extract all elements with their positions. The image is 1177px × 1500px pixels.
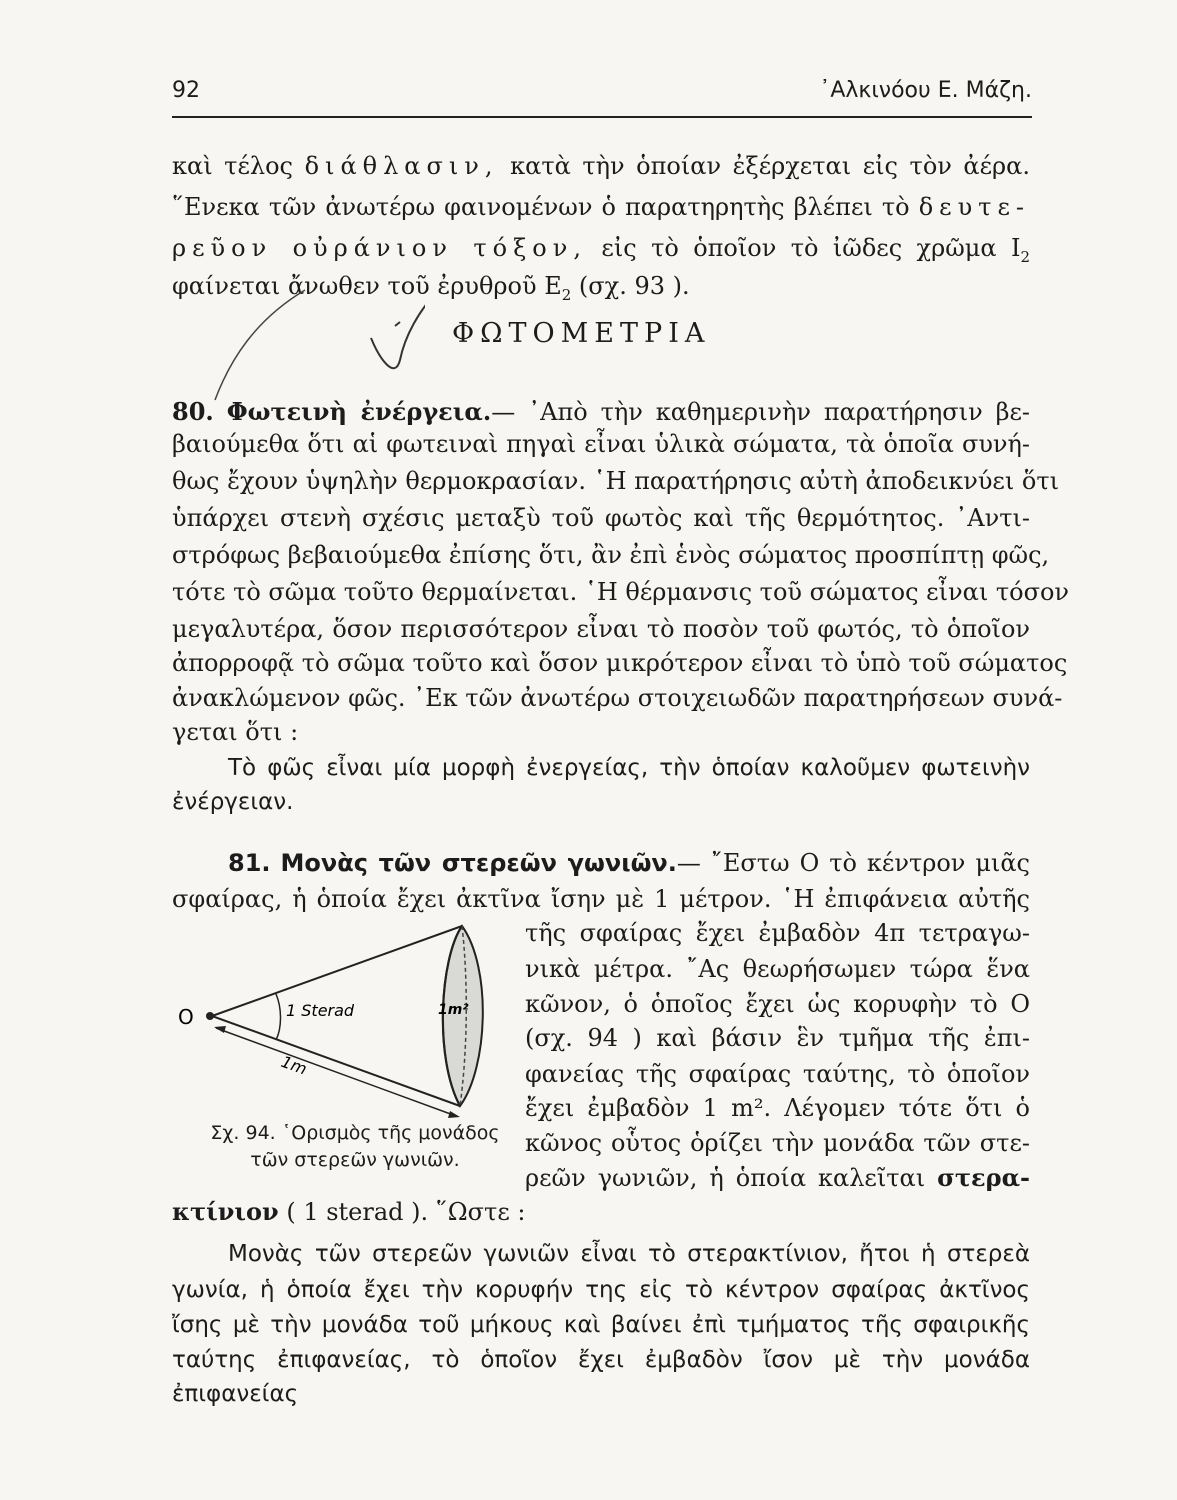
- sec81-narrow-7: κῶνος οὗτος ὁρίζει τὴν μονάδα τῶν στε-: [525, 1129, 1030, 1157]
- sec80-line-8: ἀπορροφᾷ τὸ σῶμα τοῦτο καὶ ὅσον μικρότερον εἶναι τὸ ὑπὸ τοῦ σώματος: [172, 649, 1068, 677]
- sec80-line-1: 80. Φωτεινὴ ἐνέργεια.— ᾽Απὸ τὴν καθημερινὴν παρατήρησιν βε-: [172, 397, 1030, 426]
- angle-arc: [276, 994, 281, 1040]
- definition-line-2: γωνία, ἡ ὁποία ἔχει τὴν κορυφήν της εἰς τὸ κέντρον σφαίρας ἀκτῖνος: [172, 1277, 1030, 1303]
- sec81-line-1: 81. Μονὰς τῶν στερεῶν γωνιῶν.— ῎Εστω Ο τὸ κέντρον μιᾶς: [228, 849, 1030, 877]
- sec81-line-2: σφαίρας, ἡ ὁποία ἔχει ἀκτῖνα ἴσην μὲ 1 μέτρον. ῾Η ἐπιφάνεια αὐτῆς: [172, 885, 1030, 913]
- definition-line-1: Μονὰς τῶν στερεῶν γωνιῶν εἶναι τὸ στερακτίνιον, ἤτοι ἡ στερεὰ: [228, 1241, 1030, 1267]
- header-rule: [172, 116, 1032, 118]
- sec81-narrow-4: (σχ. 94 ) καὶ βάσιν ἓν τμῆμα τῆς ἐπι-: [525, 1024, 1030, 1052]
- sec81-narrow-6: ἔχει ἐμβαδὸν 1 m². Λέγομεν τότε ὅτι ὁ: [525, 1094, 1030, 1122]
- sec81-narrow-8: ρεῶν γωνιῶν, ἡ ὁποία καλεῖται στερα-: [525, 1163, 1030, 1192]
- intro-line-1: καὶ τέλος διάθλασιν, κατὰ τὴν ὁποίαν ἐξέρχεται εἰς τὸν ἀέρα.: [172, 152, 1031, 180]
- radius-arrow-head-left: [214, 1026, 226, 1033]
- sec80-line-10: γεται ὅτι :: [172, 718, 299, 746]
- sec81-narrow-1: τῆς σφαίρας ἔχει ἐμβαδὸν 4π τετραγω-: [525, 919, 1030, 947]
- sec81-narrow-5: φανείας τῆς σφαίρας ταύτης, τὸ ὁποῖον: [525, 1060, 1030, 1088]
- area-label: 1m²: [438, 1002, 469, 1018]
- intro-line-3: ρεῦον οὐράνιον τόξον, εἰς τὸ ὁποῖον τὸ ἰῶδες χρῶμα $I_2$: [172, 234, 1030, 266]
- page-header: [172, 78, 1032, 112]
- intro-line-2: ῞Ενεκα τῶν ἀνωτέρω φαινομένων ὁ παρατηρητὴς βλέπει τὸ δευτε-: [172, 193, 1030, 221]
- sec81-continuation: κτίνιον ( 1 sterad ). ῞Ωστε :: [172, 1197, 526, 1226]
- sec80-line-3: θως ἔχουν ὑψηλὴν θερμοκρασίαν. ῾Η παρατήρησις αὐτὴ ἀποδεικνύει ὅτι: [172, 467, 1060, 495]
- vertex-point: [206, 1012, 214, 1020]
- figure-caption-line-2: τῶν στερεῶν γωνιῶν.: [250, 1149, 460, 1171]
- sec80-emphasis-2: ἐνέργειαν.: [172, 789, 294, 815]
- page-number: 92: [172, 78, 200, 103]
- figure-94-cone-diagram: [172, 918, 502, 1118]
- radius-arrow-line: [216, 1028, 456, 1116]
- running-title: ᾽Αλκινόου Ε. Μάζη.: [819, 78, 1032, 103]
- sec81-narrow-3: κῶνον, ὁ ὁποῖος ἔχει ὡς κορυφὴν τὸ Ο: [525, 990, 1030, 1018]
- radius-arrow-head-right: [448, 1111, 460, 1118]
- figure-caption-line-1: Σχ. 94. ῾Ορισμὸς τῆς μονάδος: [210, 1122, 500, 1144]
- sec80-line-5: στρόφως βεβαιούμεθα ἐπίσης ὅτι, ἂν ἐπὶ ἑνὸς σώματος προσπίπτῃ φῶς,: [172, 541, 1050, 569]
- radius-label: 1m: [278, 1051, 310, 1079]
- definition-line-3: ἴσης μὲ τὴν μονάδα τοῦ μήκους καὶ βαίνει ἐπὶ τμήματος τῆς σφαιρικῆς: [172, 1312, 1030, 1338]
- sec80-line-2: βαιούμεθα ὅτι αἱ φωτειναὶ πηγαὶ εἶναι ὑλικὰ σώματα, τὰ ὁποῖα συνή-: [172, 430, 1030, 458]
- intro-line-4: φαίνεται ἄνωθεν τοῦ ἐρυθροῦ $E_2$ (σχ. 93 ).: [172, 272, 690, 304]
- sec80-emphasis-1: Τὸ φῶς εἶναι μία μορφὴ ἐνεργείας, τὴν ὁποίαν καλοῦμεν φωτεινὴν: [228, 755, 1030, 781]
- sec81-narrow-2: νικὰ μέτρα. ῎Ας θεωρήσωμεν τώρα ἕνα: [525, 955, 1030, 983]
- vertex-label: O: [178, 1005, 194, 1029]
- definition-line-4: ταύτης ἐπιφανείας, τὸ ὁποῖον ἔχει ἐμβαδὸν ἴσον μὲ τὴν μονάδα: [172, 1347, 1030, 1373]
- sec80-line-4: ὑπάρχει στενὴ σχέσις μεταξὺ τοῦ φωτὸς καὶ τῆς θερμότητος. ᾽Αντι-: [172, 504, 1030, 532]
- cone-bottom-edge: [212, 1016, 460, 1106]
- section-heading: ΦΩΤΟΜΕΤΡΙΑ: [452, 318, 711, 349]
- sec80-line-6: τότε τὸ σῶμα τοῦτο θερμαίνεται. ῾Η θέρμανσις τοῦ σώματος εἶναι τόσον: [172, 578, 1069, 606]
- figure-caption: [190, 1120, 520, 1174]
- angle-label: 1 Sterad: [286, 1001, 355, 1020]
- sec80-line-9: ἀνακλώμενον φῶς. ᾽Εκ τῶν ἀνωτέρω στοιχειωδῶν παρατηρήσεων συνά-: [172, 684, 1063, 712]
- definition-line-5: ἐπιφανείας: [172, 1381, 299, 1407]
- sec80-line-7: μεγαλυτέρα, ὅσον περισσότερον εἶναι τὸ ποσὸν τοῦ φωτός, τὸ ὁποῖον: [172, 615, 1030, 643]
